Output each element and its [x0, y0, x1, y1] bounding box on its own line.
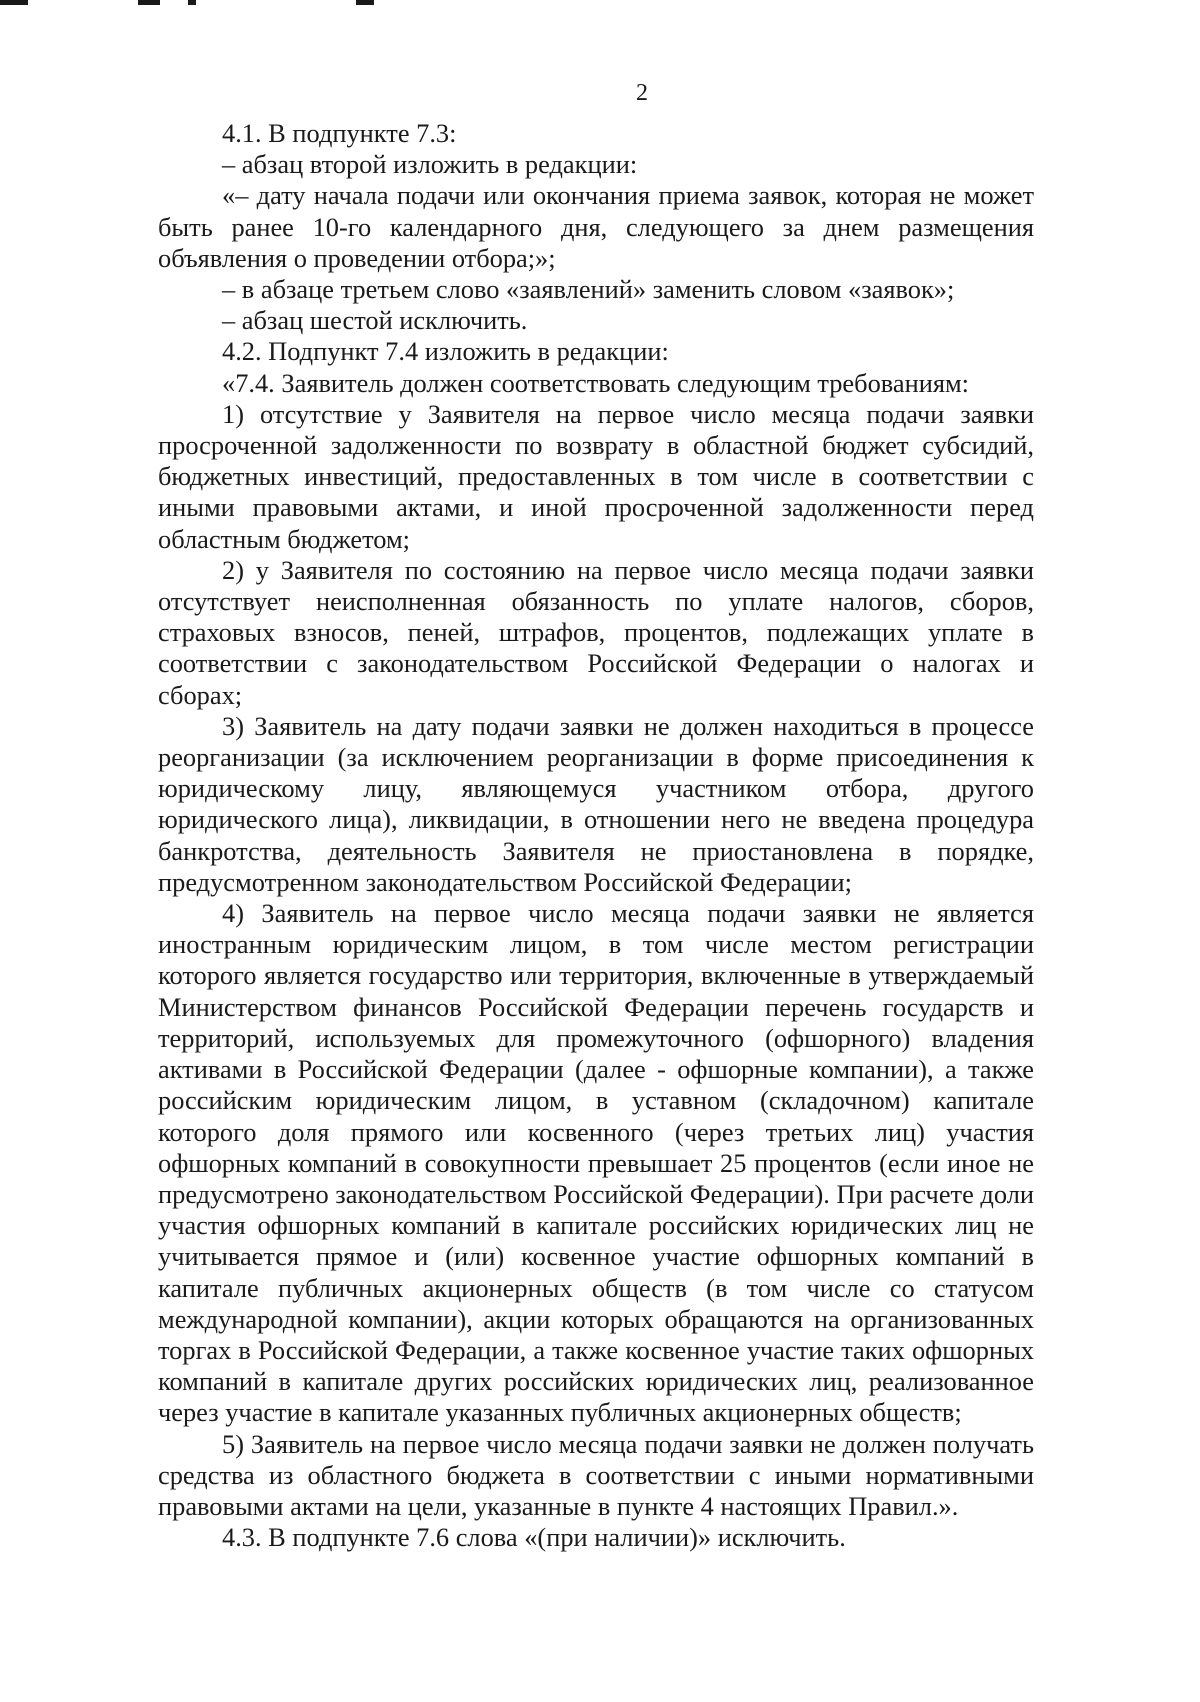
paragraph: «7.4. Заявитель должен соответствовать следующим требованиям: [222, 367, 970, 398]
paragraph: «– дату начала подачи или окончания приема заявок, которая не может быть ранее 10-го календарного дня, следующего за днем размещения объявления о проведении отбора;»; [158, 180, 1034, 273]
page-number: 2 [636, 80, 648, 106]
paragraph: – в абзаце третьем слово «заявлений» заменить словом «заявок»; [222, 274, 955, 305]
scan-edge-mark [0, 0, 28, 5]
scan-edge-mark [356, 0, 374, 5]
paragraph: 3) Заявитель на дату подачи заявки не должен находиться в процессе реорганизации (за исключением реорганизации в форме присоединения к юридическому лицу, являющемуся участником отбора, другого юридического лица), ликвидации, в отношении него не введена процедура банкротства, деятельность Заявителя не приостановлена в порядке, предусмотренном законодательством Российской Федерации; [158, 710, 1034, 897]
paragraph: 2) у Заявителя по состоянию на первое число месяца подачи заявки отсутствует неисполненная обязанность по уплате налогов, сборов, страховых взносов, пеней, штрафов, процентов, подлежащих уплате в соответствии с законодательством Российской Федерации о налогах и сборах; [158, 554, 1034, 710]
document-body [158, 118, 1034, 1553]
paragraph: 4.3. В подпункте 7.6 слова «(при наличии)» исключить. [222, 1522, 846, 1553]
paragraph: 4.1. В подпункте 7.3: [222, 118, 457, 148]
paragraph: – абзац второй изложить в редакции: [222, 149, 638, 180]
scan-edge-mark [188, 0, 196, 5]
scan-edge-mark [138, 0, 160, 5]
paragraph: – абзац шестой исключить. [222, 305, 528, 336]
paragraph: 1) отсутствие у Заявителя на первое число месяца подачи заявки просроченной задолженности по возврату в областной бюджет субсидий, бюджетных инвестиций, предоставленных в том числе в соответствии с иными правовыми актами, и иной просроченной задолженности перед областным бюджетом; [158, 398, 1034, 554]
paragraph: 4) Заявитель на первое число месяца подачи заявки не является иностранным юридическим лицом, в том числе местом регистрации которого является государство или территория, включенные в утверждаемый Министерством финансов Российской Федерации перечень государств и территорий, используемых для промежуточного (офшорного) владения активами в Российской Федерации (далее - офшорные компании), а также российским юридическим лицом, в уставном (складочном) капитале которого доля прямого или косвенного (через третьих лиц) участия офшорных компаний в совокупности превышает 25 процентов (если иное не предусмотрено законодательством Российской Федерации). При расчете доли участия офшорных компаний в капитале российских юридических лиц не учитывается прямое и (или) косвенное участие офшорных компаний в капитале публичных акционерных обществ (в том числе со статусом международной компании), акции которых обращаются на организованных торгах в Российской Федерации, а также косвенное участие таких офшорных компаний в капитале других российских юридических лиц, реализованное через участие в капитале указанных публичных акционерных обществ; [158, 898, 1034, 1428]
paragraph: 4.2. Подпункт 7.4 изложить в редакции: [222, 336, 669, 367]
paragraph: 5) Заявитель на первое число месяца подачи заявки не должен получать средства из областного бюджета в соответствии с иными нормативными правовыми актами на цели, указанные в пункте 4 настоящих Правил.». [158, 1428, 1034, 1521]
